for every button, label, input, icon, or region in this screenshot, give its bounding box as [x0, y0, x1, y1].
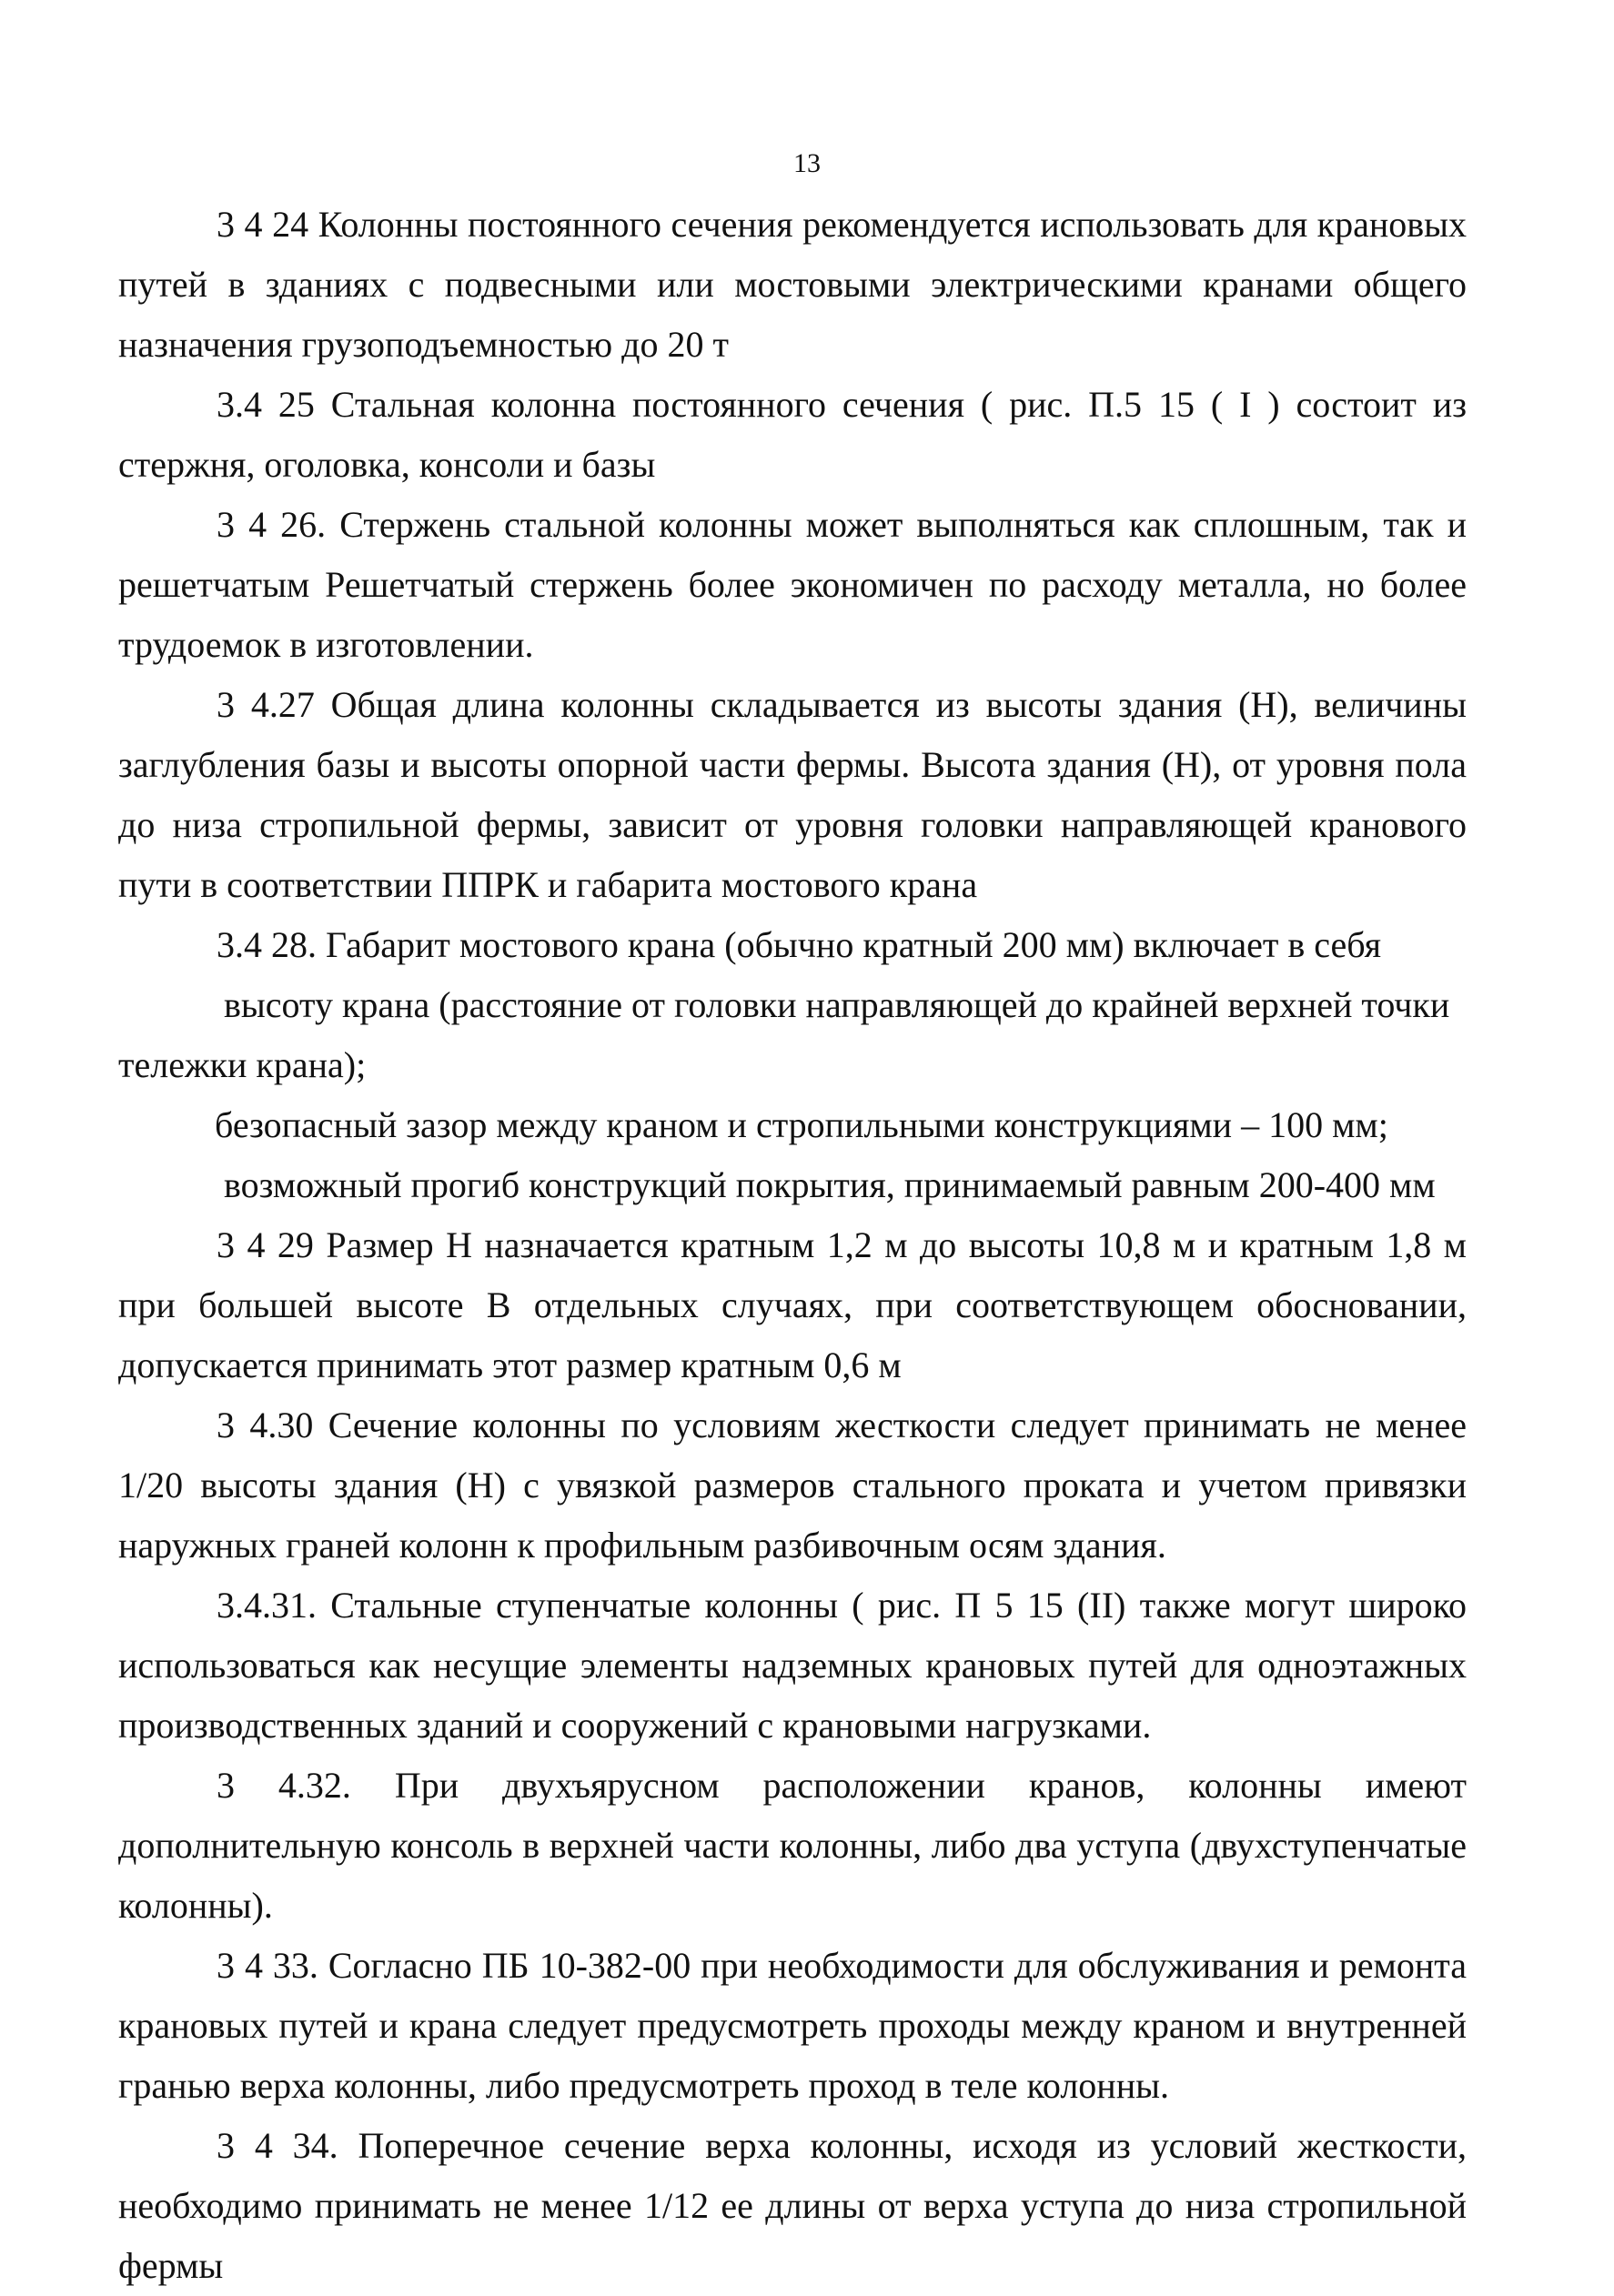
paragraph-3-4-33: 3 4 33. Согласно ПБ 10-382-00 при необходимости для обслуживания и ремонта крановых путей и крана следует предусмотреть проходы между краном и внутренней гранью верха колонны, либо предусмотреть проход в теле колонны. [118, 1945, 1467, 2106]
paragraph-3-4-30: 3 4.30 Сечение колонны по условиям жесткости следует принимать не менее 1/20 высоты здания (Н) с увязкой размеров стального проката и учетом привязки наружных граней колонн к профильным разбивочным осям здания. [118, 1405, 1467, 1566]
paragraph-3-4-29: 3 4 29 Размер Н назначается кратным 1,2 м до высоты 10,8 м и кратным 1,8 м при большей высоте В отдельных случаях, при соответствующем обосновании, допускается принимать этот размер кратным 0,6 м [118, 1224, 1467, 1385]
paragraph-3-4-26: 3 4 26. Стержень стальной колонны может выполняться как сплошным, так и решетчатым Решетчатый стержень более экономичен по расходу металла, но более трудоемок в изготовлении. [118, 504, 1467, 665]
paragraph-3-4-24: 3 4 24 Колонны постоянного сечения рекомендуется использовать для крановых путей в зданиях с подвесными или мостовыми электрическими кранами общего назначения грузоподъемностью до 20 т [118, 204, 1467, 365]
list-item-safety-gap: безопасный зазор между краном и стропильными конструкциями – 100 мм; [215, 1104, 1388, 1145]
document-body [118, 195, 1467, 2296]
list-item-crane-height-line-1: высоту крана (расстояние от головки направляющей до крайней верхней точки [224, 984, 1450, 1025]
paragraph-3-4-27: 3 4.27 Общая длина колонны складывается из высоты здания (Н), величины заглубления базы и высоты опорной части фермы. Высота здания (Н), от уровня пола до низа стропильной фермы, зависит от уровня головки направляющей кранового пути в соответствии ППРК и габарита мостового крана [118, 684, 1467, 905]
paragraph-3-4-25: 3.4 25 Стальная колонна постоянного сечения ( рис. П.5 15 ( I ) состоит из стержня, оголовка, консоли и базы [118, 384, 1467, 485]
paragraph-3-4-32: 3 4.32. При двухъярусном расположении кранов, колонны имеют дополнительную консоль в верхней части колонны, либо два уступа (двухступенчатые колонны). [118, 1765, 1467, 1926]
paragraph-3-4-34: 3 4 34. Поперечное сечение верха колонны, исходя из условий жесткости, необходимо принимать не менее 1/12 ее длины от верха уступа до низа стропильной фермы [118, 2125, 1467, 2286]
list-item-crane-height-line-2: тележки крана); [118, 1044, 367, 1085]
paragraph-3-4-28: 3.4 28. Габарит мостового крана (обычно кратный 200 мм) включает в себя [217, 924, 1381, 965]
page-number: 13 [793, 148, 821, 178]
list-item-roof-deflection: возможный прогиб конструкций покрытия, принимаемый равным 200-400 мм [224, 1164, 1436, 1205]
paragraph-3-4-31: 3.4.31. Стальные ступенчатые колонны ( рис. П 5 15 (II) также могут широко использоваться как несущие элементы надземных крановых путей для одноэтажных производственных зданий и сооружений с крановыми нагрузками. [118, 1585, 1467, 1746]
